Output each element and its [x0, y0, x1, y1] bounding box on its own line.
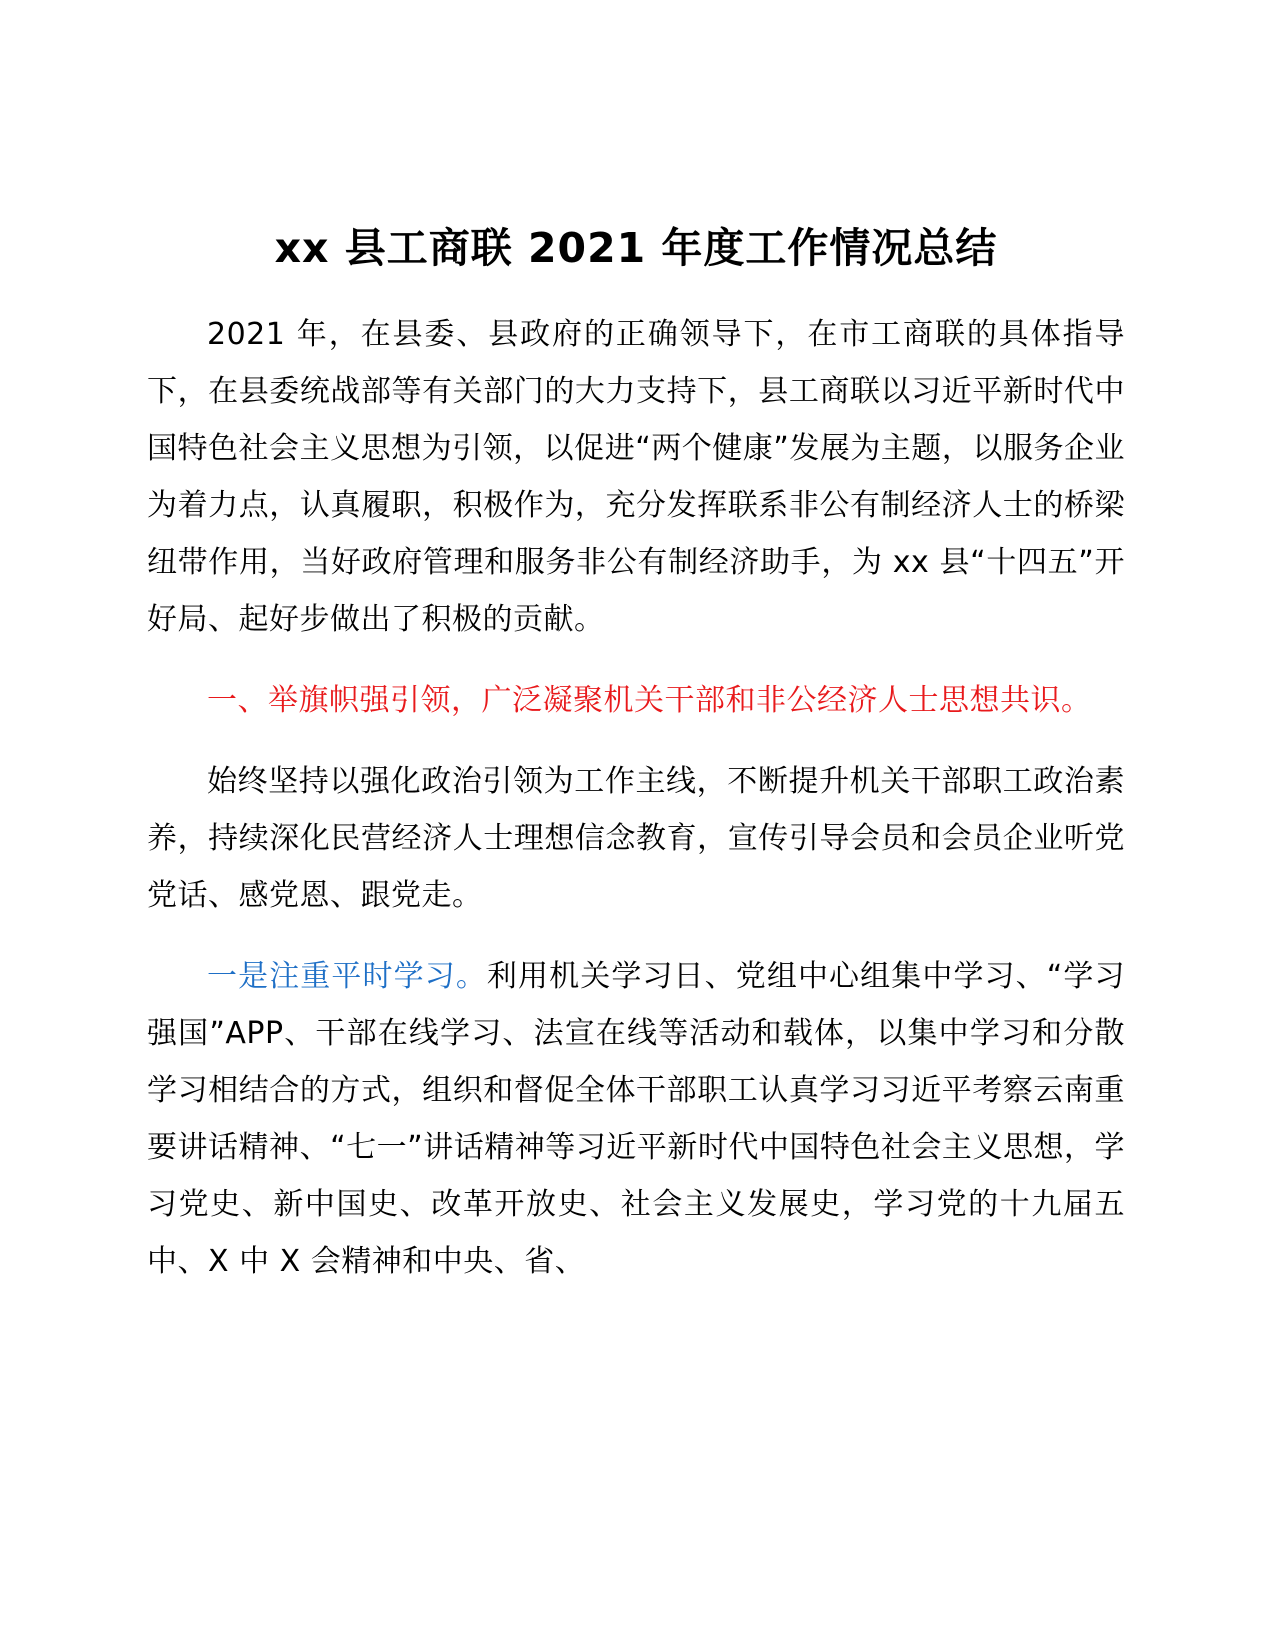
intro-paragraph: 2021 年，在县委、县政府的正确领导下，在市工商联的具体指导下，在县委统战部等有关部门的大力支持下，县工商联以习近平新时代中国特色社会主义思想为引领，以促进“两个健康”发展为主题，以服务企业为着力点，认真履职，积极作为，充分发挥联系非公有制经济人士的桥梁纽带作用，当好政府管理和服务非公有制经济助手，为 xx 县“十四五”开好局、起好步做出了积极的贡献。: [147, 317, 1125, 637]
document-title: xx 县工商联 2021 年度工作情况总结: [274, 224, 998, 272]
point-1-body: 利用机关学习日、党组中心组集中学习、“学习强国”APP、干部在线学习、法宣在线等活动和载体，以集中学习和分散学习相结合的方式，组织和督促全体干部职工认真学习习近平考察云南重要讲话精神、“七一”讲话精神等习近平新时代中国特色社会主义思想，学习党史、新中国史、改革开放史、社会主义发展史，学习党的十九届五中、X 中 X 会精神和中央、省、: [147, 959, 1125, 1279]
section-1-paragraph: 始终坚持以强化政治引领为工作主线，不断提升机关干部职工政治素养，持续深化民营经济人士理想信念教育，宣传引导会员和会员企业听党党话、感党恩、跟党走。: [147, 764, 1125, 913]
point-1-lead: 一是注重平时学习。: [207, 959, 487, 994]
point-1-paragraph: [147, 948, 1125, 1290]
document-page: [147, 220, 1125, 1314]
section-heading-1: 一、举旗帜强引领，广泛凝聚机关干部和非公经济人士思想共识。: [207, 683, 1092, 718]
